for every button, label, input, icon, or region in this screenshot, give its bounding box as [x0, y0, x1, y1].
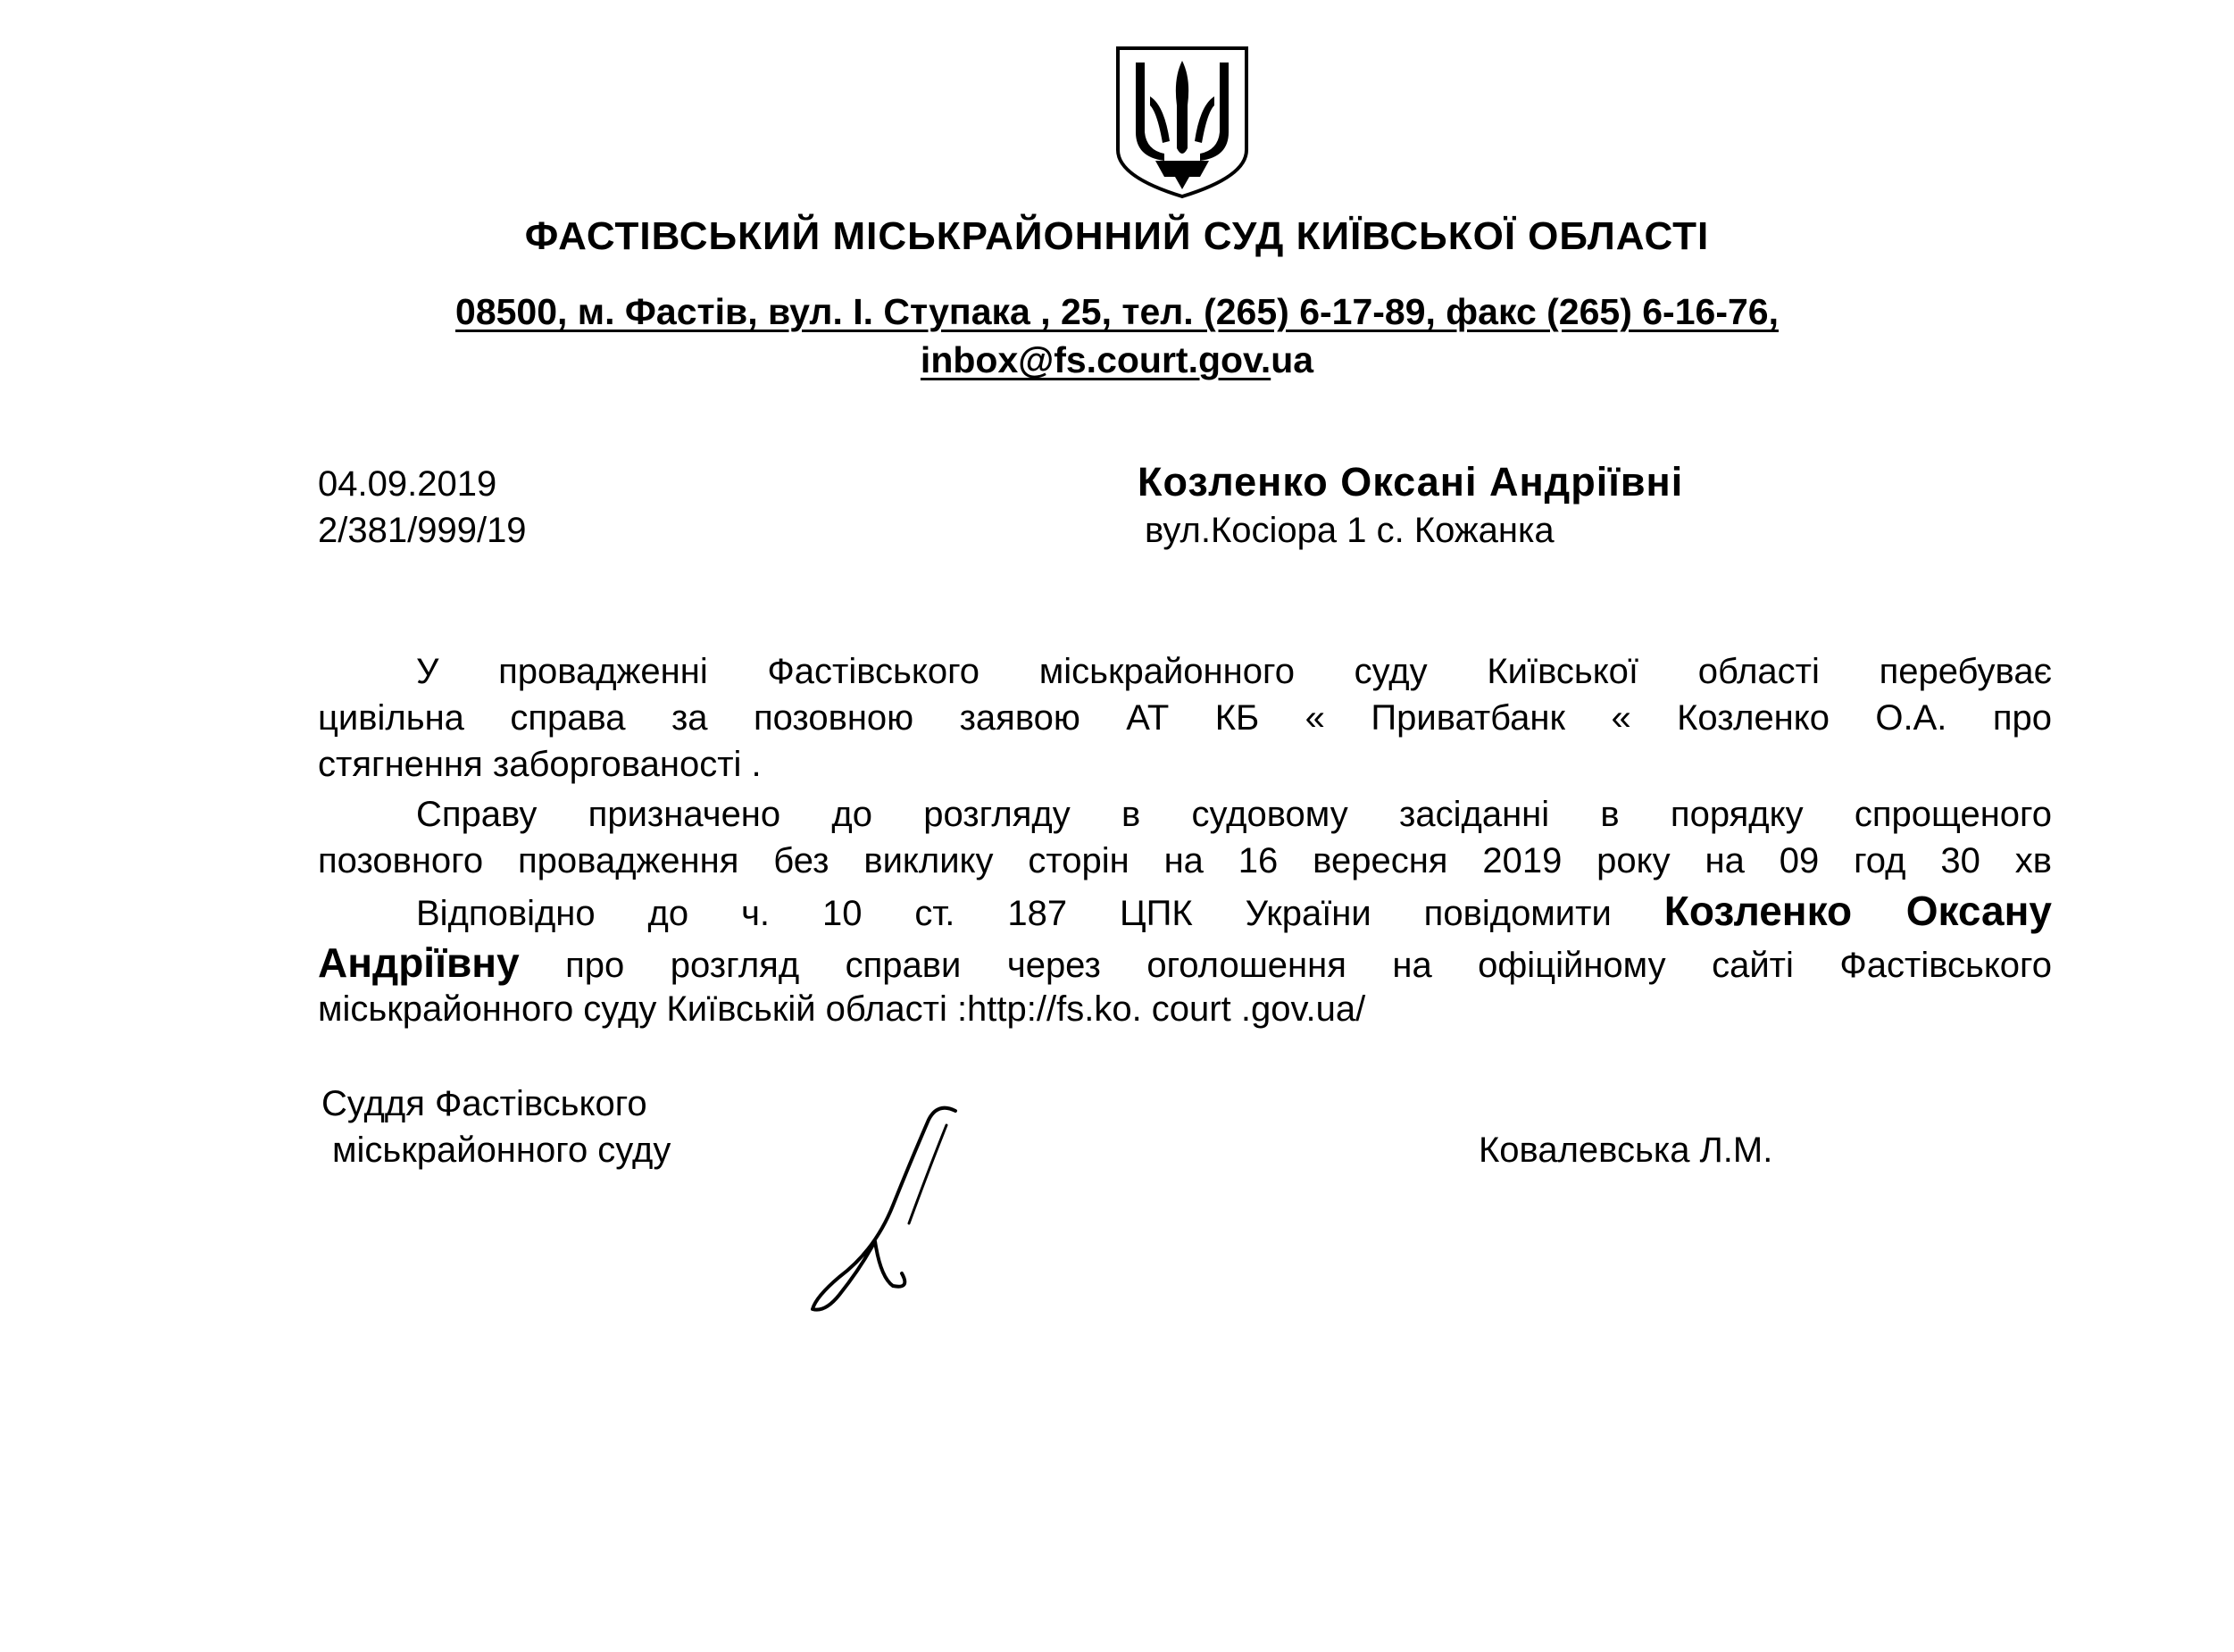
body-line-8: міськрайонного суду Київській області :http://fs.ko. court .gov.ua/: [318, 989, 1366, 1029]
body-line-7-bold-name: Андріївну: [318, 939, 520, 986]
body-line-6: [416, 889, 2052, 932]
judge-title-line-2: міськрайонного суду: [332, 1131, 671, 1170]
body-line-2: цивільна справа за позовною заявою АТ КБ « Приватбанк « Козленко О.А. про: [318, 698, 2052, 738]
coat-of-arms-icon: [1111, 43, 1254, 202]
judge-name: Ковалевська Л.М.: [1479, 1131, 1773, 1170]
body-line-6-bold-name: Козленко Оксану: [1663, 888, 2052, 934]
judge-title-line-1: Суддя Фастівського: [321, 1084, 647, 1123]
handwritten-signature: [804, 1098, 982, 1313]
recipient-name: Козленко Оксані Андріївні: [1138, 459, 1684, 505]
body-line-4: Справу призначено до розгляду в судовому засіданні в порядку спрощеного: [416, 795, 2052, 834]
body-line-5: позовного провадження без виклику сторін на 16 вересня 2019 року на 09 год 30 хв: [318, 841, 2052, 880]
court-email-local: inbox@fs.court.gov.: [920, 339, 1271, 380]
case-number: 2/381/999/19: [318, 511, 527, 550]
body-line-7-text: про розгляд справи через оголошення на офіційному сайті Фастівського: [519, 946, 2052, 985]
body-line-7: [318, 941, 2052, 984]
recipient-address: вул.Косіора 1 с. Кожанка: [1145, 511, 1555, 550]
document-date: 04.09.2019: [318, 464, 497, 504]
court-email[interactable]: [0, 339, 2234, 381]
court-name: ФАСТІВСЬКИЙ МІСЬКРАЙОННИЙ СУД КИЇВСЬКОЇ ОБЛАСТІ: [524, 214, 1710, 258]
court-address: [0, 291, 2234, 333]
court-address-text: 08500, м. Фастів, вул. І. Ступака , 25, тел. (265) 6-17-89, факс (265) 6-16-76,: [455, 291, 1779, 332]
body-line-3: стягнення заборгованості .: [318, 745, 762, 784]
court-email-tld: ua: [1271, 339, 1314, 380]
body-line-6-text: Відповідно до ч. 10 ст. 187 ЦПК України повідомити: [416, 894, 1612, 933]
body-line-1: У провадженні Фастівського міськрайонного суду Київської області перебуває: [416, 652, 2052, 691]
